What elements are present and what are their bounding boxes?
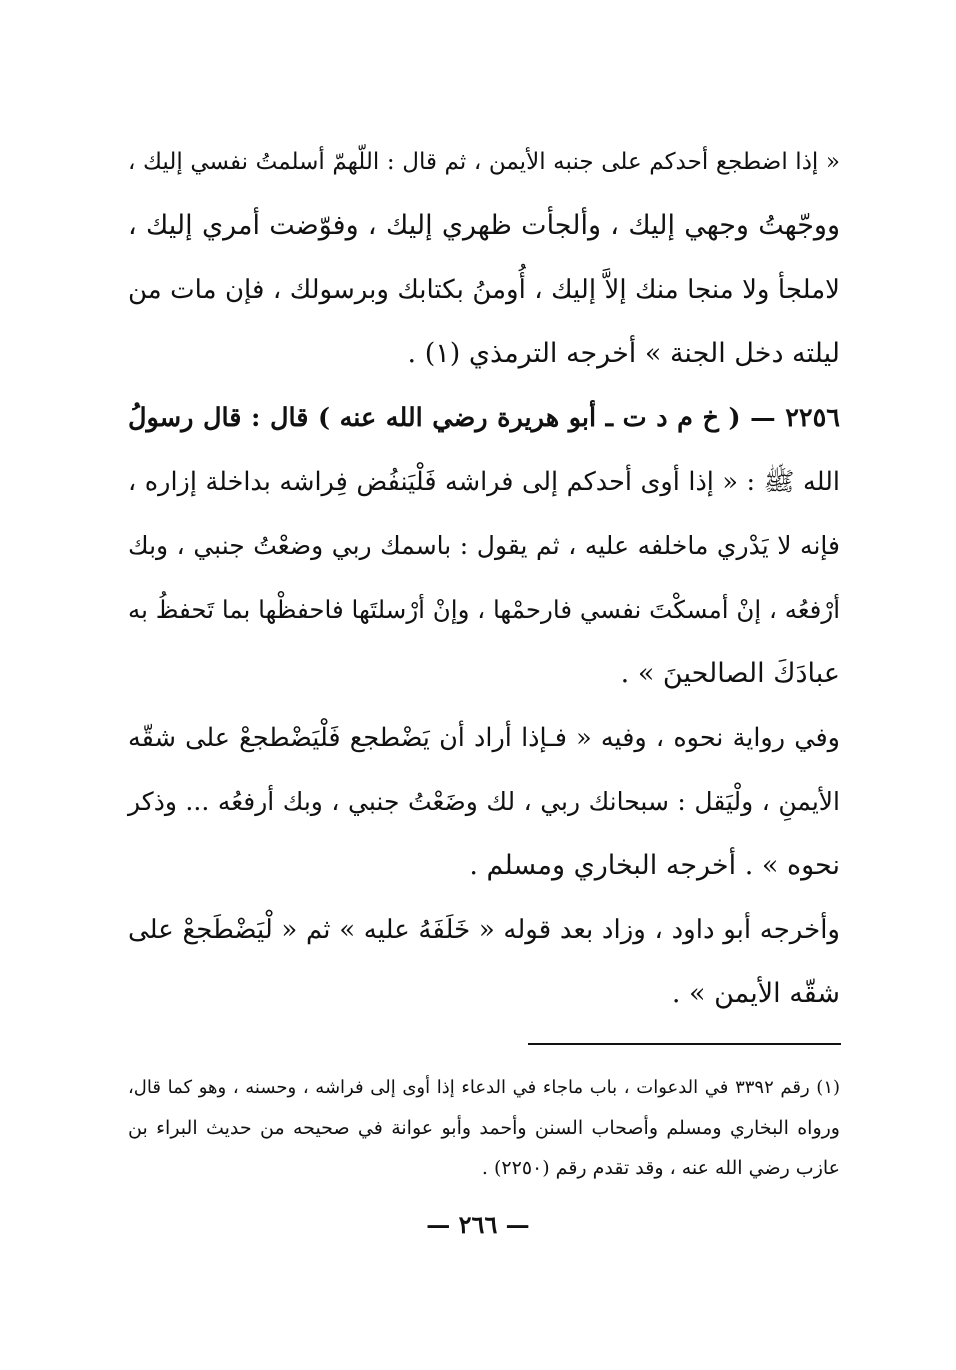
text-line: ليلته دخل الجنة » أخرجه الترمذي (١) . xyxy=(407,338,840,369)
text-line: أرْفعُه ، إنْ أمسكْتَ نفسي فارحمْها ، وإنْ أرْسلتَها فاحفظْها بما تَحفظُ به xyxy=(128,595,840,624)
footnote-divider xyxy=(528,1043,841,1045)
footnote-line: عازب رضي الله عنه ، وقد تقدم رقم (٢٢٥٠) . xyxy=(481,1157,840,1179)
text-line: نحوه » . أخرجه البخاري ومسلم . xyxy=(469,850,840,881)
text-line: شقّه الأيمن » . xyxy=(671,978,840,1009)
text-line: وفي رواية نحوه ، وفيه « فـإذا أراد أن يَضْطجع فَلْيَضْطجعْ على شقّه xyxy=(128,723,840,753)
text-line: لاملجأ ولا منجا منك إلاَّ إليك ، أُومنُ بكتابك وبرسولك ، فإن مات من xyxy=(128,275,840,305)
footnote-line: (١) رقم ٣٣٩٢ في الدعوات ، باب ماجاء في الدعاء إذا أوى إلى فراشه ، وحسنه ، وهو كما قال، xyxy=(128,1077,841,1098)
main-text-block xyxy=(128,130,840,1026)
text-line: وأخرجه أبو داود ، وزاد بعد قوله « خَلَفَهُ عليه » ثم « لْيَضْطَجعْ على xyxy=(128,915,840,945)
text-line: عبادَكَ الصالحينَ » . xyxy=(620,658,840,689)
text-line: ووجّهتُ وجهي إليك ، وألجأت ظهري إليك ، وفوّضت أمري إليك ، xyxy=(128,210,840,241)
hadith-heading-line: ٢٢٥٦ — ( خ م د ت ـ أبو هريرة رضي الله عنه ) قال : قال رسولُ xyxy=(128,403,840,433)
footnotes-block xyxy=(128,1068,840,1188)
text-line: فإنه لا يَدْري ماخلفه عليه ، ثم يقول : باسمك ربي وضعْتُ جنبي ، وبك xyxy=(128,531,840,560)
text-line: « إذا اضطجع أحدكم على جنبه الأيمن ، ثم قال : اللّهمّ أسلمتُ نفسي إليك ، xyxy=(128,149,840,175)
page-number: — ٢٦٦ — xyxy=(426,1210,530,1239)
text-line: الله ﷺ : « إذا أوى أحدكم إلى فراشه فَلْيَنفُض فِراشه بداخلة إزاره ، xyxy=(128,467,840,497)
footnote-line: ورواه البخاري ومسلم وأصحاب السنن وأحمد وأبو عوانة في صحيحه من حديث البراء بن xyxy=(128,1117,840,1139)
text-line: الأيمنِ ، ولْيَقل : سبحانك ربي ، لك وضَعْتُ جنبي ، وبك أرفعُه ... وذكر xyxy=(128,787,840,816)
